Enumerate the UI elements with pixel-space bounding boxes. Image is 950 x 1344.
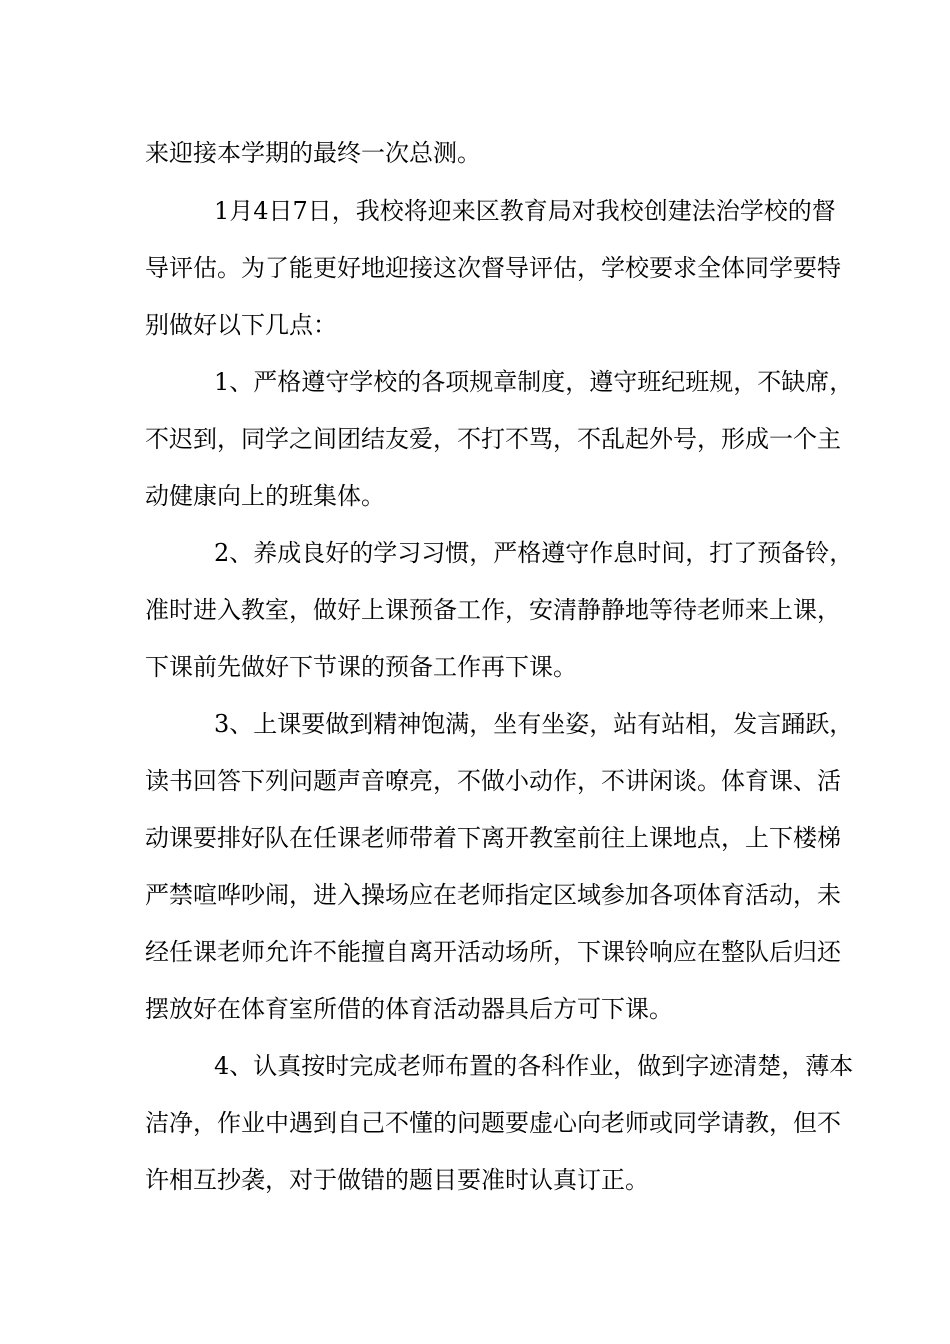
- text-line: 动课要排好队在任课老师带着下离开教室前往上课地点，上下楼梯: [145, 824, 841, 852]
- text-line: 洁净，作业中遇到自己不懂的问题要虚心向老师或同学请教，但不: [145, 1109, 841, 1137]
- paragraph-first-line: 1月4日7日，我校将迎来区教育局对我校创建法治学校的督: [214, 197, 836, 225]
- text-line: 别做好以下几点：: [145, 311, 337, 339]
- text-line: 动健康向上的班集体。: [145, 482, 385, 510]
- text-line: 严禁喧哗吵闹，进入操场应在老师指定区域参加各项体育活动，未: [145, 881, 841, 909]
- text-line: 下课前先做好下节课的预备工作再下课。: [145, 653, 577, 681]
- text-line: 导评估。为了能更好地迎接这次督导评估，学校要求全体同学要特: [145, 254, 841, 282]
- text-line: 读书回答下列问题声音嘹亮，不做小动作，不讲闲谈。体育课、活: [145, 767, 841, 795]
- text-line: 许相互抄袭，对于做错的题目要准时认真订正。: [145, 1166, 649, 1194]
- text-line: 摆放好在体育室所借的体育活动器具后方可下课。: [145, 995, 673, 1023]
- list-item-4-first-line: 4、认真按时完成老师布置的各科作业，做到字迹清楚，薄本: [214, 1052, 854, 1080]
- list-item-1-first-line: 1、严格遵守学校的各项规章制度，遵守班纪班规，不缺席，: [214, 368, 854, 396]
- list-item-2-first-line: 2、养成良好的学习习惯，严格遵守作息时间，打了预备铃，: [214, 539, 854, 567]
- list-item-3-first-line: 3、上课要做到精神饱满，坐有坐姿，站有站相，发言踊跃，: [214, 710, 854, 738]
- text-line: 不迟到，同学之间团结友爱，不打不骂，不乱起外号，形成一个主: [145, 425, 841, 453]
- text-line: 经任课老师允许不能擅自离开活动场所，下课铃响应在整队后归还: [145, 938, 841, 966]
- text-line: 来迎接本学期的最终一次总测。: [145, 139, 481, 167]
- text-line: 准时进入教室，做好上课预备工作，安清静静地等待老师来上课，: [145, 596, 841, 624]
